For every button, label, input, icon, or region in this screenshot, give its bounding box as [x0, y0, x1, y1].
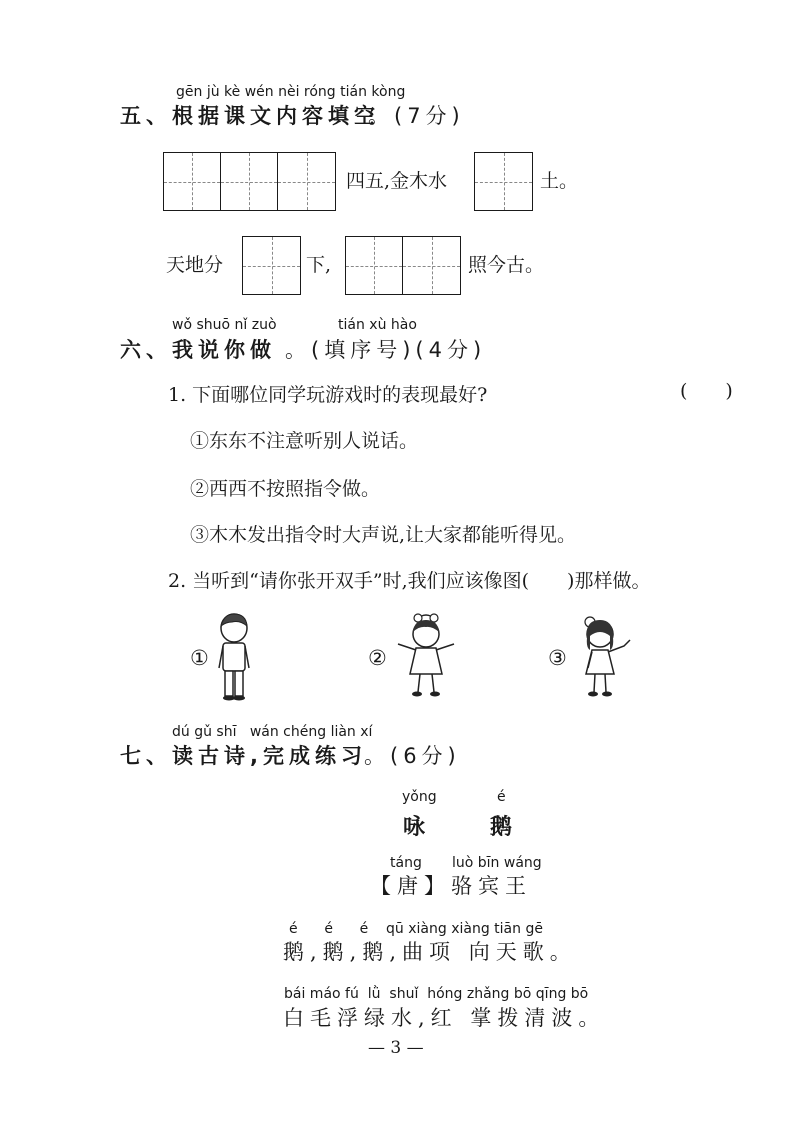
- question-1-answer-box[interactable]: ( ): [680, 380, 733, 402]
- q1-option-3: ③木木发出指令时大声说,让大家都能听得见。: [190, 524, 577, 546]
- poem-line2-pinyin: bái máo fú lǜ shuǐ hóng zhǎng bō qīng bō: [284, 986, 589, 1002]
- child-standing-illustration: [212, 612, 256, 702]
- pic-label-2: ②: [368, 646, 387, 670]
- section6-pinyin1: wǒ shuō nǐ zuò: [172, 317, 277, 333]
- poem-title-char-1: 咏: [403, 814, 426, 840]
- section5-line1-text2: 土。: [540, 170, 579, 192]
- section5-line1-text1: 四五,金木水: [346, 170, 448, 192]
- section7-title: 七、读古诗,完成练习: [120, 744, 367, 768]
- section6-paren: 。(填序号)(4分): [285, 338, 487, 362]
- poem-line-1: 鹅,鹅,鹅,曲项 向天歌。: [283, 940, 577, 964]
- answer-grid-3[interactable]: [345, 236, 461, 295]
- question-1: 1. 下面哪位同学玩游戏时的表现最好?: [168, 384, 488, 406]
- poem-line1-pinyin: é é é qū xiàng xiàng tiān gē: [289, 921, 543, 937]
- section5-pinyin: gēn jù kè wén nèi róng tián kòng: [176, 84, 406, 100]
- q1-option-1: ①东东不注意听别人说话。: [190, 430, 419, 452]
- q1-option-2: ②西西不按照指令做。: [190, 478, 381, 500]
- section6-title: 六、我说你做: [120, 338, 276, 362]
- poem-title-pinyin-1: yǒng: [402, 789, 437, 805]
- poem-title-char-2: 鹅: [490, 814, 513, 840]
- section7-pinyin: dú gǔ shī wán chéng liàn xí: [172, 724, 373, 740]
- answer-grid-4[interactable]: [163, 152, 336, 211]
- page-number: — 3 —: [368, 1038, 424, 1058]
- section5-line2-text1: 天地分: [166, 254, 224, 276]
- section7-score: 。(6分): [364, 744, 461, 768]
- poem-line-2: 白毛浮绿水,红 掌拨清波。: [283, 1006, 606, 1030]
- section5-title: 五、根据课文内容填空: [120, 104, 380, 128]
- section5-line2-text2: 下,: [306, 254, 332, 276]
- poem-author: 【唐】骆宾王: [370, 874, 532, 898]
- pic-label-3: ③: [548, 646, 567, 670]
- answer-grid-2[interactable]: [242, 236, 301, 295]
- author-dynasty-pinyin: táng: [390, 855, 422, 871]
- section6-pinyin2: tián xù hào: [338, 317, 417, 333]
- child-open-arms-illustration: [394, 612, 458, 698]
- section5-line2-text3: 照今古。: [468, 254, 545, 276]
- pic-label-1: ①: [190, 646, 209, 670]
- section5-score: 。(7分): [368, 104, 465, 128]
- child-waving-illustration: [576, 612, 634, 698]
- answer-grid-1[interactable]: [474, 152, 533, 211]
- poem-title-pinyin-2: é: [497, 789, 506, 805]
- question-2: 2. 当听到“请你张开双手”时,我们应该像图( )那样做。: [168, 570, 651, 592]
- author-name-pinyin: luò bīn wáng: [452, 855, 542, 871]
